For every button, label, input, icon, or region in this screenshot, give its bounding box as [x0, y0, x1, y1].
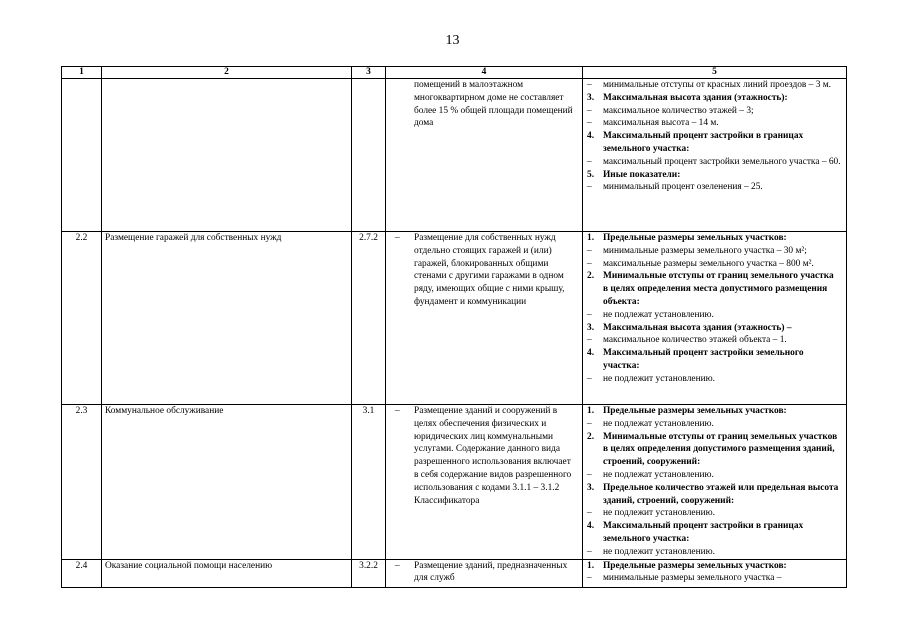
column-header: 1	[62, 67, 102, 79]
parameter-value	[586, 572, 843, 585]
list-marker: 2.	[587, 271, 595, 282]
parameter-text: Максимальная высота здания (этажность):	[603, 92, 788, 103]
parameter-value	[586, 181, 843, 194]
list-marker: 4.	[587, 131, 595, 142]
parameter-heading	[586, 347, 843, 373]
parameter-heading	[586, 431, 843, 469]
parameter-text: не подлежит установлению.	[603, 373, 715, 384]
table-row	[62, 559, 847, 587]
parameter-heading	[586, 520, 843, 546]
use-name-cell: Коммунальное обслуживание	[102, 405, 352, 560]
parameter-text: Минимальные отступы от границ земельного участка в целях определения места допустимого размещения объекта:	[603, 271, 834, 307]
parameter-text: минимальные размеры земельного участка – 30 м²;	[603, 245, 807, 256]
zoning-table	[61, 66, 847, 588]
list-marker: –	[587, 182, 592, 193]
row-number-cell: 2.4	[62, 559, 102, 587]
use-description-text: помещений в малоэтажном многоквартирном доме не составляет более 15 % общей площади помещений дома	[414, 80, 573, 129]
parameter-value	[586, 79, 843, 92]
parameter-heading	[586, 560, 843, 573]
list-marker: 2.	[587, 431, 595, 442]
column-header: 4	[386, 67, 583, 79]
list-marker: 4.	[587, 348, 595, 359]
dash-marker: –	[395, 406, 400, 416]
parameter-value	[586, 309, 843, 322]
list-marker: –	[587, 546, 592, 557]
parameter-value	[586, 334, 843, 347]
use-name-cell: Оказание социальной помощи населению	[102, 559, 352, 587]
use-description-text: Размещение зданий, предназначенных для служб	[414, 560, 568, 584]
list-marker: –	[587, 418, 592, 429]
parameters-cell	[583, 232, 847, 405]
parameter-text: минимальные размеры земельного участка –	[603, 573, 782, 584]
parameter-text: Иные показатели:	[603, 169, 681, 180]
parameter-value	[586, 546, 843, 559]
parameter-value	[586, 373, 843, 386]
parameter-value	[586, 245, 843, 258]
parameter-text: Предельные размеры земельных участков:	[603, 560, 787, 571]
list-marker: –	[587, 373, 592, 384]
list-marker: –	[587, 80, 592, 90]
parameter-value	[586, 418, 843, 431]
parameter-text: максимальное количество этажей – 3;	[603, 105, 754, 116]
parameter-text: не подлежит установлению.	[603, 546, 715, 557]
parameter-value	[586, 105, 843, 118]
parameter-text: максимальные размеры земельного участка – 800 м².	[603, 258, 814, 269]
list-marker: 3.	[587, 322, 595, 333]
parameter-value	[586, 469, 843, 482]
list-marker: –	[587, 245, 592, 256]
list-marker: 5.	[587, 169, 595, 180]
parameter-heading	[586, 232, 843, 245]
parameter-text: минимальный процент озеленения – 25.	[603, 182, 763, 193]
use-code-cell: 3.2.2	[352, 559, 386, 587]
parameter-heading	[586, 482, 843, 508]
list-marker: –	[587, 105, 592, 116]
parameter-text: Максимальный процент застройки в границах земельного участка:	[603, 131, 804, 154]
parameter-text: минимальные отступы от красных линий проездов – 3 м.	[603, 80, 832, 90]
parameter-value	[586, 258, 843, 271]
use-name-cell: Размещение гаражей для собственных нужд	[102, 232, 352, 405]
parameter-text: не подлежат установлению.	[603, 418, 714, 429]
list-marker: 3.	[587, 482, 595, 493]
use-description-text: Размещение зданий и сооружений в целях обеспечения физических и юридических лиц коммунальными услугами. Содержание данного вида разрешенного использования включает в себя содержание видов разрешенного использования с кодами 3.1.1 – 3.1.2 Классификатора	[414, 406, 572, 506]
parameter-value	[586, 507, 843, 520]
parameter-text: не подлежат установлению.	[603, 309, 714, 320]
list-marker: –	[587, 258, 592, 269]
parameter-text: максимальная высота – 14 м.	[603, 118, 719, 129]
page-number: 13	[445, 33, 460, 48]
parameter-heading	[586, 169, 843, 182]
list-marker: 1.	[587, 406, 595, 416]
use-code-cell: 2.7.2	[352, 232, 386, 405]
column-header: 3	[352, 67, 386, 79]
table-header-row	[62, 67, 847, 79]
parameter-text: Максимальный процент застройки в границах земельного участка:	[603, 521, 804, 544]
use-description-cell	[386, 559, 583, 587]
list-marker: –	[587, 156, 592, 167]
parameter-text: не подлежит установлению.	[603, 508, 715, 519]
table-row	[62, 405, 847, 560]
dash-marker: –	[395, 233, 400, 243]
use-description-cell	[386, 405, 583, 560]
parameter-text: Максимальный процент застройки земельного участка:	[603, 348, 804, 371]
list-marker: –	[587, 309, 592, 320]
parameter-heading	[586, 322, 843, 335]
list-marker: 4.	[587, 521, 595, 532]
use-name-cell	[102, 79, 352, 232]
use-code-cell: 3.1	[352, 405, 386, 560]
parameters-cell	[583, 79, 847, 232]
parameter-heading	[586, 130, 843, 156]
list-marker: 3.	[587, 92, 595, 103]
use-description-cell	[386, 232, 583, 405]
parameters-cell	[583, 405, 847, 560]
row-number-cell: 2.2	[62, 232, 102, 405]
table-row	[62, 232, 847, 405]
list-marker: –	[587, 573, 592, 584]
list-marker: –	[587, 469, 592, 480]
list-marker: 1.	[587, 560, 595, 571]
parameter-heading	[586, 92, 843, 105]
dash-marker: –	[395, 560, 400, 571]
list-marker: –	[587, 118, 592, 129]
use-code-cell	[352, 79, 386, 232]
list-marker: –	[587, 335, 592, 346]
parameter-text: Предельное количество этажей или предельная высота зданий, строений, сооружений:	[603, 482, 839, 506]
parameter-heading	[586, 270, 843, 308]
use-description-cell	[386, 79, 583, 232]
list-marker: –	[587, 508, 592, 519]
parameter-text: не подлежат установлению.	[603, 469, 714, 480]
parameter-text: Максимальная высота здания (этажность) –	[603, 322, 792, 333]
parameter-value	[586, 117, 843, 130]
parameter-text: Минимальные отступы от границ земельных участков в целях определения допустимого размещения зданий, строений, сооружений:	[603, 431, 838, 468]
parameter-text: максимальное количество этажей объекта – 1.	[603, 335, 787, 346]
column-header: 5	[583, 67, 847, 79]
list-marker: 1.	[587, 233, 595, 243]
parameter-text: Предельные размеры земельных участков:	[603, 406, 787, 416]
parameter-text: Предельные размеры земельных участков:	[603, 233, 787, 243]
row-number-cell	[62, 79, 102, 232]
parameter-heading	[586, 405, 843, 418]
parameter-text: максимальный процент застройки земельного участка – 60.	[603, 156, 841, 167]
column-header: 2	[102, 67, 352, 79]
row-number-cell: 2.3	[62, 405, 102, 560]
table-row	[62, 79, 847, 232]
parameters-cell	[583, 559, 847, 587]
use-description-text: Размещение для собственных нужд отдельно стоящих гаражей и (или) гаражей, блокированных общими стенами с другими гаражами в одном ряду, имеющих общие с ними крышу, фундамент и коммуникации	[414, 233, 565, 307]
parameter-value	[586, 156, 843, 169]
